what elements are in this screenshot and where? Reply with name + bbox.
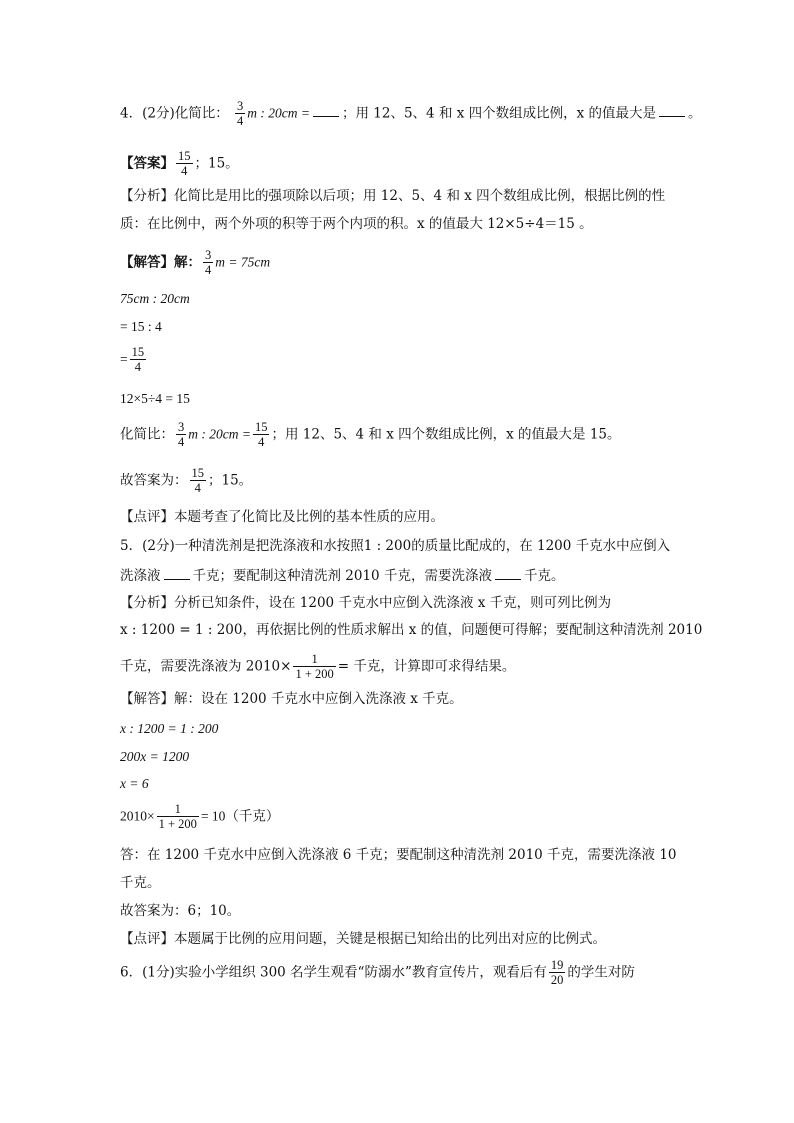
q4-conclusion <box>120 420 694 450</box>
q4-solve <box>120 248 694 278</box>
solve-tag: 【解答】解： <box>120 254 201 271</box>
final-label: 故答案为： <box>120 472 188 489</box>
q4-step3 <box>120 345 694 375</box>
fraction: $\frac{3}{4}$ <box>205 248 212 278</box>
conclusion-text: ；用 12、5、4 和 x 四个数组成比例，x 的值最大是 15。 <box>271 426 621 443</box>
fraction: $\frac{3}{4}$ <box>178 420 185 450</box>
q4-end: 。 <box>688 105 702 122</box>
fraction: $\frac{15}{4}$ <box>191 466 204 496</box>
q6-text-b: 的学生对防 <box>567 964 635 981</box>
step4-text-a: 2010× <box>120 808 155 824</box>
q5-comment: 【点评】本题属于比例的应用问题，关键是根据已知给出的比列出对应的比例式。 <box>120 931 606 947</box>
fraction: $\frac{15}{4}$ <box>254 420 268 450</box>
answer-blank <box>164 568 190 580</box>
q5-text-a: 洗涤液 <box>120 568 161 584</box>
q5-step4 <box>120 802 694 832</box>
answer-rest: ；15。 <box>194 155 239 172</box>
q6-text-a: 6．(1分)实验小学组织 300 名学生观看“防溺水”教育宣传片，观看后有 <box>120 964 547 981</box>
q4-step4: 12×5÷4 = 15 <box>120 391 190 406</box>
q5-step2: 200x = 1200 <box>120 749 190 764</box>
q5-question-line1: 5．(2分)一种清洗剂是把洗涤液和水按照1 : 200的质量比配成的，在 1200 千克水中应倒入 <box>120 538 671 554</box>
q6-question-line1 <box>120 958 694 988</box>
answer-blank <box>313 105 339 117</box>
q4-question <box>120 99 702 129</box>
answer-blank <box>495 568 521 580</box>
solve-expr: m = 75cm <box>215 254 271 270</box>
q5-text-b: 千克；要配制这种清洗剂 2010 千克，需要洗涤液 <box>192 568 492 584</box>
equals: = <box>120 351 128 367</box>
q5-question-line2 <box>120 568 694 584</box>
q5-analysis-line1: 【分析】分析已知条件，设在 1200 千克水中应倒入洗涤液 x 千克，则可列比例为 <box>120 595 612 611</box>
q5-analysis-line2: x : 1200 = 1 : 200，再依据比例的性质求解出 x 的值，问题便可得解；要配制这种清洗剂 2010 <box>120 622 703 638</box>
q5-step1: x : 1200 = 1 : 200 <box>120 721 219 736</box>
q5-final: 故答案为：6；10。 <box>120 903 241 919</box>
q5-solve: 【解答】解：设在 1200 千克水中应倒入洗涤液 x 千克。 <box>120 691 463 707</box>
conclusion-label: 化简比： <box>120 426 174 443</box>
q5-step3: x = 6 <box>120 776 149 791</box>
fraction: $\frac{1}{1 + 200}$ <box>158 802 197 832</box>
fraction: $\frac{15}{4}$ <box>131 345 145 375</box>
q5-analysis-line3 <box>120 652 694 682</box>
answer-tag: 【答案】 <box>120 155 174 172</box>
q4-step1: 75cm : 20cm <box>120 291 190 306</box>
analysis-text-b: = 千克，计算即可求得结果。 <box>337 658 516 675</box>
q4-header: 4．(2分)化简比： <box>120 105 229 122</box>
fraction: $\frac{19}{20}$ <box>550 958 564 988</box>
q4-expr: m : 20cm = <box>247 105 310 121</box>
step4-text-b: = 10（千克） <box>200 808 280 824</box>
final-rest: ；15。 <box>208 472 253 489</box>
conclusion-expr: m : 20cm = <box>188 426 251 442</box>
fraction: $\frac{1}{1 + 200}$ <box>295 652 334 682</box>
fraction: $\frac{3}{4}$ <box>237 99 244 129</box>
q4-step2: = 15 : 4 <box>120 319 162 334</box>
q5-answer-line2: 千克。 <box>120 875 161 891</box>
q4-analysis-line1: 【分析】化简比是用比的强项除以后项；用 12、5、4 和 x 四个数组成比例，根据比例的性 <box>120 188 666 204</box>
q5-text-c: 千克。 <box>523 568 565 584</box>
q4-analysis-line2: 质：在比例中，两个外项的积等于两个内项的积。x 的值最大 12×5÷4＝15 。 <box>120 216 593 232</box>
q4-mid: ；用 12、5、4 和 x 四个数组成比例，x 的值最大是 <box>342 105 657 122</box>
analysis-text-a: 千克，需要洗涤液为 2010× <box>120 658 292 675</box>
q4-comment: 【点评】本题考查了化简比及比例的基本性质的应用。 <box>120 509 444 525</box>
answer-blank <box>659 105 685 117</box>
q4-final <box>120 466 694 496</box>
q5-answer-line1: 答：在 1200 千克水中应倒入洗涤液 6 千克；要配制这种清洗剂 2010 千克，需要洗涤液 10 <box>120 847 677 863</box>
fraction: $\frac{15}{4}$ <box>178 149 191 179</box>
q4-answer <box>120 149 694 179</box>
